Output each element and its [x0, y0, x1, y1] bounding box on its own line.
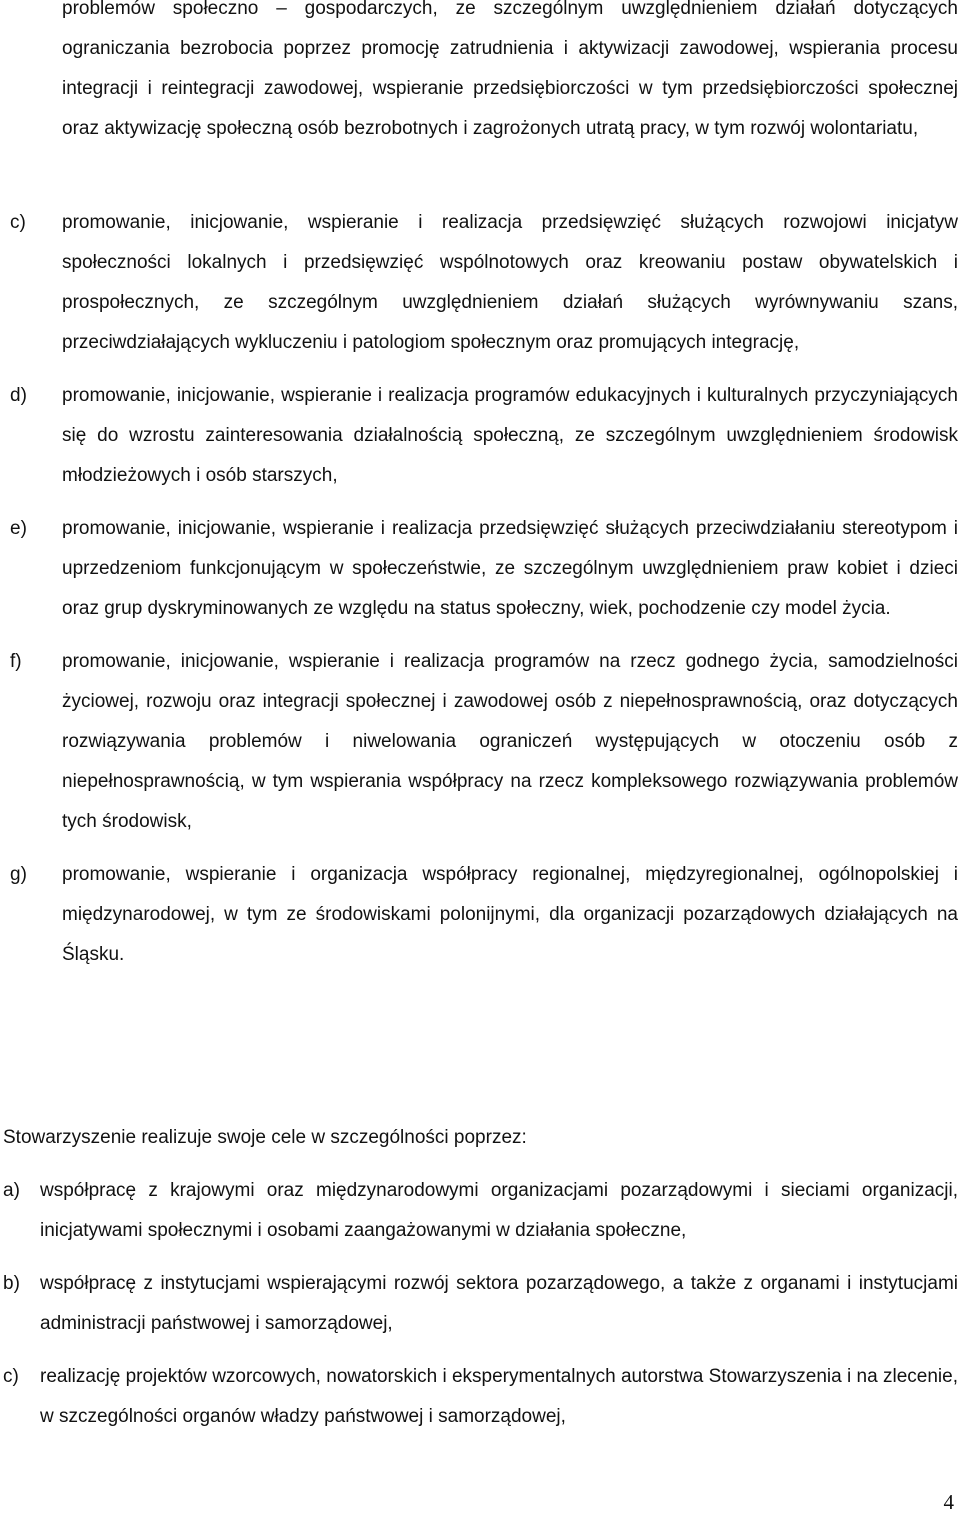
list-marker: b)	[3, 1273, 20, 1294]
list-marker: a)	[3, 1180, 20, 1201]
methods-section-title: Stowarzyszenie realizuje swoje cele w szczególności poprzez:	[3, 1127, 527, 1148]
list-item-text: promowanie, inicjowanie, wspieranie i realizacja przedsięwzięć służących rozwojowi inicjatyw społeczności lokalnych i przedsięwzięć wspólnotowych oraz kreowaniu postaw obywatelskich i prospołecznych, ze szczególnym uwzględnieniem działań służących wyrównywaniu szans, przeciwdziałających wykluczeniu i patologiom społecznym oraz promujących integrację,	[62, 212, 958, 353]
list-item-text: promowanie, wspieranie i organizacja współpracy regionalnej, międzyregionalnej, ogólnopolskiej i międzynarodowej, w tym ze środowiskami polonijnymi, dla organizacji pozarządowych działających na Śląsku.	[62, 864, 958, 965]
list-marker: d)	[10, 385, 27, 406]
list-item-text: promowanie, inicjowanie, wspieranie i realizacja przedsięwzięć służących przeciwdziałaniu stereotypom i uprzedzeniom funkcjonującym w społeczeństwie, ze szczególnym uwzględnieniem praw kobiet i dzieci oraz grup dyskryminowanych ze względu na status społeczny, wiek, pochodzenie czy model życia.	[62, 518, 958, 619]
goals-continuation-text: problemów społeczno – gospodarczych, ze szczególnym uwzględnieniem działań dotyczących ograniczania bezrobocia poprzez promocję zatrudnienia i aktywizacji zawodowej, wspierania procesu integracji i reintegracji zawodowej, wspieranie przedsiębiorczości w tym przedsiębiorczości społecznej oraz aktywizację społeczną osób bezrobotnych i zagrożonych utratą pracy, w tym rozwój wolontariatu,	[62, 0, 958, 139]
page-number: 4	[943, 1490, 954, 1514]
goals-list-item-g	[0, 855, 960, 975]
list-item-text: promowanie, inicjowanie, wspieranie i realizacja programów na rzecz godnego życia, samodzielności życiowej, rozwoju oraz integracji społecznej i zawodowej osób z niepełnosprawnością, oraz dotyczących rozwiązywania problemów i niwelowania ograniczeń występujących w otoczeniu osób z niepełnosprawnością, w tym wspierania współpracy na rzecz kompleksowego rozwiązywania problemów tych środowisk,	[62, 651, 958, 832]
list-marker: f)	[10, 651, 22, 672]
methods-list-item-c	[0, 1357, 960, 1437]
methods-list	[0, 1171, 960, 1437]
methods-list-item-b	[0, 1264, 960, 1344]
list-marker: g)	[10, 864, 27, 885]
goals-list-item-d	[0, 376, 960, 496]
list-item-text: współpracę z instytucjami wspierającymi rozwój sektora pozarządowego, a także z organami i instytucjami administracji państwowej i samorządowej,	[40, 1273, 958, 1334]
list-marker: e)	[10, 518, 27, 539]
goals-list	[0, 203, 960, 975]
goals-continuation-item	[0, 0, 960, 149]
list-marker: c)	[3, 1366, 19, 1387]
list-item-text: promowanie, inicjowanie, wspieranie i realizacja programów edukacyjnych i kulturalnych przyczyniających się do wzrostu zainteresowania działalnością społeczną, ze szczególnym uwzględnieniem środowisk młodzieżowych i osób starszych,	[62, 385, 958, 486]
list-item-text: współpracę z krajowymi oraz międzynarodowymi organizacjami pozarządowymi i sieciami organizacji, inicjatywami społecznymi i osobami zaangażowanymi w działania społeczne,	[40, 1180, 958, 1241]
goals-list-item-f	[0, 642, 960, 842]
goals-list-item-e	[0, 509, 960, 629]
goals-list-item-c	[0, 203, 960, 363]
list-item-text: realizację projektów wzorcowych, nowatorskich i eksperymentalnych autorstwa Stowarzyszenia i na zlecenie, w szczególności organów władzy państwowej i samorządowej,	[40, 1366, 958, 1427]
methods-list-item-a	[0, 1171, 960, 1251]
list-marker: c)	[10, 212, 26, 233]
